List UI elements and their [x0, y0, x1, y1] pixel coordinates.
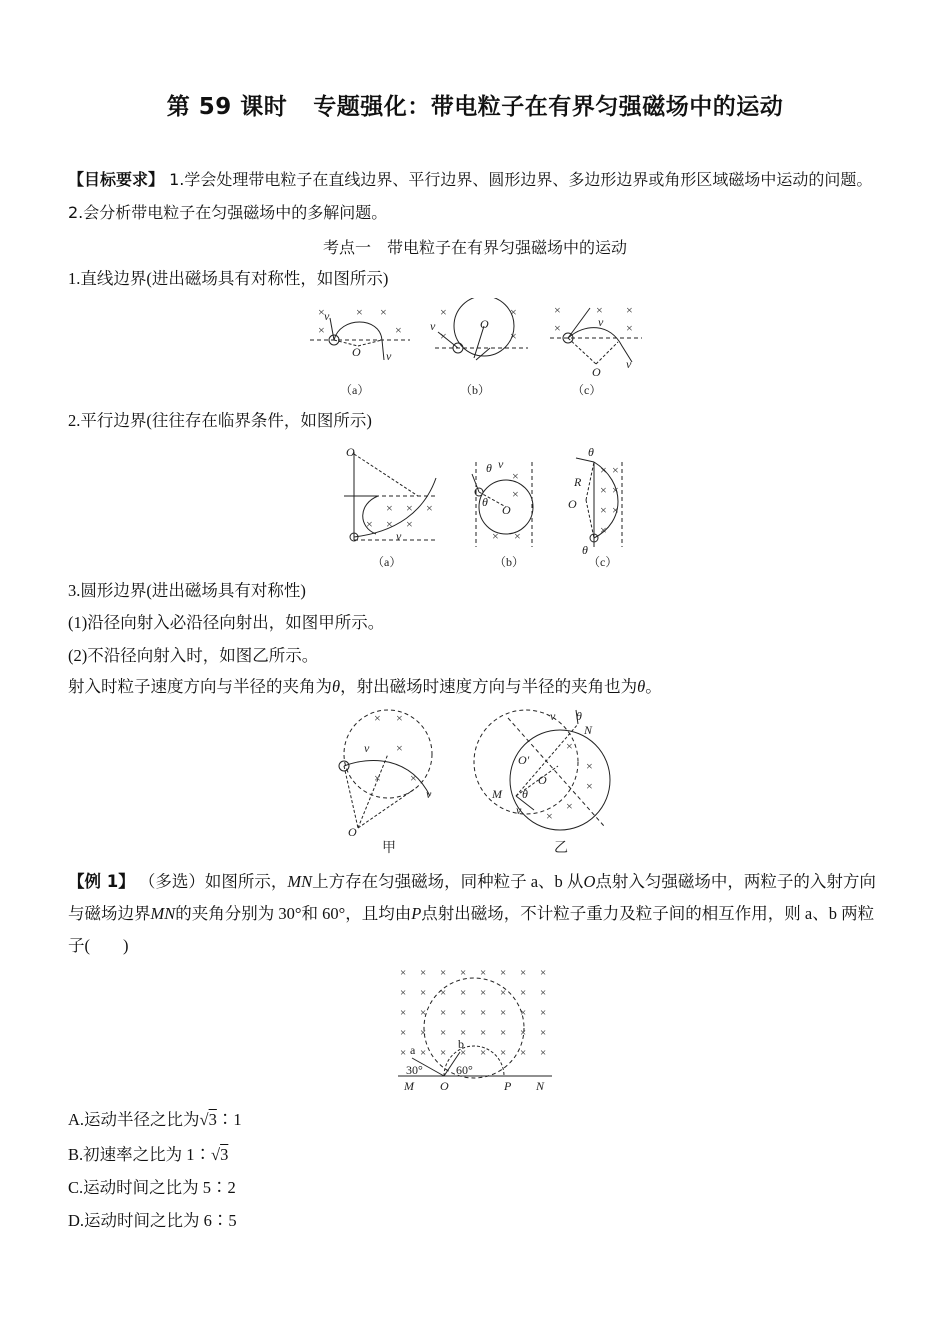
cross-mark: × — [420, 987, 427, 999]
cross-mark: × — [520, 967, 527, 979]
cross-mark: × — [410, 771, 417, 785]
n-label: N — [584, 723, 593, 737]
particle-b-label: b — [458, 1037, 464, 1051]
cross-mark: × — [600, 503, 607, 517]
cross-mark: × — [400, 967, 407, 979]
cross-mark: × — [520, 1047, 527, 1059]
item-parallel-boundary: 2.平行边界(往往存在临界条件，如图所示) — [68, 411, 372, 430]
objective-2: 2.会分析带电粒子在匀强磁场中的多解问题。 — [68, 203, 388, 222]
cross-mark: × — [395, 323, 402, 337]
option-letter: B. — [68, 1145, 84, 1164]
cross-mark: × — [460, 1047, 467, 1059]
objective-1: 1.学会处理带电粒子在直线边界、平行边界、圆形边界、多边形边界或角形区域磁场中运动的问题。 — [169, 170, 873, 189]
lesson-number: 第 59 课时 — [166, 94, 288, 120]
option-text: 运动半径之比为 — [84, 1110, 200, 1129]
o-label: O — [346, 445, 355, 459]
objectives — [68, 163, 880, 229]
cross-mark: × — [440, 329, 447, 343]
theta-symbol: θ — [332, 677, 341, 696]
cross-mark: × — [426, 501, 433, 515]
option-b[interactable] — [68, 1141, 228, 1165]
example-text-4: 的夹角分别为 30°和 60°，且均由 — [175, 904, 412, 923]
cross-mark: × — [480, 1007, 487, 1019]
cross-mark: × — [510, 305, 517, 319]
angle-60-label: 60° — [456, 1063, 473, 1077]
theta-label: θ — [482, 495, 488, 509]
o-label: O — [592, 365, 601, 379]
angle-30-label: 30° — [406, 1063, 423, 1077]
option-c[interactable] — [68, 1174, 236, 1198]
cross-mark: × — [480, 1027, 487, 1039]
item-circle-3 — [68, 676, 880, 698]
p-symbol: P — [411, 904, 422, 923]
cross-mark: × — [540, 1047, 547, 1059]
option-a[interactable] — [68, 1106, 242, 1130]
cross-mark: × — [512, 487, 519, 501]
fig-caption-a: （a） — [372, 555, 402, 569]
cross-mark: × — [612, 503, 619, 517]
cross-mark: × — [566, 799, 573, 813]
cross-mark: × — [566, 739, 573, 753]
cross-mark: × — [420, 1047, 427, 1059]
cross-mark: × — [554, 303, 561, 317]
theta-label: θ — [588, 445, 594, 459]
fig-caption-yi: 乙 — [554, 841, 568, 856]
option-letter: A. — [68, 1110, 85, 1129]
cross-mark: × — [440, 1047, 447, 1059]
cross-mark: × — [440, 1007, 447, 1019]
option-after: ∶1 — [216, 1110, 242, 1129]
item-line-boundary: 1.直线边界(进出磁场具有对称性，如图所示) — [68, 269, 389, 288]
v-label: v — [430, 319, 436, 333]
o-prime-label: O' — [518, 753, 530, 767]
mn-symbol: MN — [287, 872, 313, 891]
option-text: 运动时间之比为 5∶2 — [83, 1178, 236, 1197]
page-title — [0, 88, 950, 121]
figure-circle-boundary — [330, 706, 630, 856]
cross-mark: × — [406, 517, 413, 531]
fig-caption-c: （c） — [588, 555, 618, 569]
cross-mark: × — [400, 987, 407, 999]
cross-mark: × — [540, 1007, 547, 1019]
fig-caption-b: （b） — [494, 555, 525, 569]
option-text: 初速率之比为 1∶ — [83, 1145, 212, 1164]
cross-mark: × — [546, 809, 553, 823]
vn-label: v — [550, 709, 556, 723]
fig-caption-jia: 甲 — [382, 841, 396, 856]
p-label: P — [504, 1079, 512, 1093]
o-label: O — [440, 1079, 449, 1093]
cross-mark: × — [554, 321, 561, 335]
cross-mark: × — [600, 463, 607, 477]
v-label: v — [396, 529, 402, 543]
theta-label: θ — [576, 709, 582, 723]
cross-mark: × — [396, 711, 403, 725]
cross-mark: × — [460, 967, 467, 979]
option-letter: C. — [68, 1178, 84, 1197]
cross-mark: × — [626, 321, 633, 335]
cross-mark: × — [540, 1027, 547, 1039]
cross-mark: × — [380, 305, 387, 319]
theta-label: θ — [486, 461, 492, 475]
sqrt-radicand: 3 — [208, 1110, 217, 1129]
cross-mark: × — [514, 529, 521, 543]
figure-line-boundary — [300, 298, 650, 402]
vm-label: v — [516, 803, 522, 817]
figure-example — [392, 960, 562, 1096]
cross-mark: × — [540, 987, 547, 999]
cross-mark: × — [596, 303, 603, 317]
cross-mark: × — [600, 523, 607, 537]
o-label: O — [352, 345, 361, 359]
cross-mark: × — [374, 771, 381, 785]
cross-mark: × — [586, 779, 593, 793]
cross-mark: × — [400, 1047, 407, 1059]
fig-caption-b: （b） — [460, 383, 491, 397]
example-1 — [68, 866, 880, 962]
sqrt-symbol: √ — [199, 1110, 209, 1129]
cross-mark: × — [500, 1047, 507, 1059]
item-circle-boundary: 3.圆形边界(进出磁场具有对称性) — [68, 581, 306, 600]
cross-mark: × — [500, 967, 507, 979]
theta-symbol: θ — [637, 677, 646, 696]
v-label: v — [598, 315, 604, 329]
cross-mark: × — [500, 987, 507, 999]
v-label: v — [626, 357, 632, 371]
cross-mark: × — [600, 483, 607, 497]
cross-mark: × — [356, 305, 363, 319]
cross-mark: × — [586, 759, 593, 773]
m-label: M — [404, 1079, 414, 1093]
lesson-topic: 专题强化：带电粒子在有界匀强磁场中的运动 — [313, 94, 784, 120]
cross-mark: × — [460, 987, 467, 999]
o-symbol: O — [583, 872, 596, 891]
cross-mark: × — [420, 1027, 427, 1039]
example-text-2: 上方存在匀强磁场，同种粒子 a、b 从 — [312, 872, 584, 891]
cross-mark: × — [386, 501, 393, 515]
cross-mark: × — [520, 1007, 527, 1019]
item-circle-1: (1)沿径向射入必沿径向射出，如图甲所示。 — [68, 613, 385, 632]
example-text-5: 点射出磁场，不计粒子重力及粒子间的相互作用，则 a、b 两粒子( ) — [68, 904, 875, 955]
particle-a-label: a — [410, 1043, 416, 1057]
cross-mark: × — [440, 987, 447, 999]
theta-label: θ — [522, 787, 528, 801]
o-label: O — [538, 773, 547, 787]
cross-mark: × — [520, 1027, 527, 1039]
objectives-label: 【目标要求】 — [68, 170, 165, 189]
sqrt-radicand: 3 — [220, 1145, 229, 1164]
cross-mark: × — [512, 469, 519, 483]
figure-parallel-boundary — [336, 442, 636, 572]
cross-mark: × — [386, 517, 393, 531]
circle-3-text-b: ，射出磁场时速度方向与半径的夹角也为 — [340, 677, 638, 696]
cross-mark: × — [374, 711, 381, 725]
cross-mark: × — [400, 1007, 407, 1019]
cross-mark: × — [480, 987, 487, 999]
cross-mark: × — [500, 1027, 507, 1039]
cross-mark: × — [480, 967, 487, 979]
o-label: O — [568, 497, 577, 511]
option-text: 运动时间之比为 6∶5 — [84, 1211, 237, 1230]
mn-symbol: MN — [150, 904, 176, 923]
cross-mark: × — [318, 323, 325, 337]
v-label: v — [324, 309, 330, 323]
cross-mark: × — [406, 501, 413, 515]
cross-mark: × — [460, 1027, 467, 1039]
section-heading: 考点一 带电粒子在有界匀强磁场中的运动 — [322, 238, 627, 257]
example-label: 【例 1】 — [68, 872, 135, 891]
cross-mark: × — [420, 1007, 427, 1019]
o-label: O — [480, 317, 489, 331]
fig-caption-c: （c） — [572, 383, 602, 397]
sqrt-symbol: √ — [211, 1145, 221, 1164]
fig-caption-a: （a） — [340, 383, 370, 397]
item-circle-2: (2)不沿径向射入时，如图乙所示。 — [68, 646, 319, 665]
cross-mark: × — [440, 305, 447, 319]
m-label: M — [492, 787, 502, 801]
option-letter: D. — [68, 1211, 85, 1230]
circle-3-text-c: 。 — [645, 677, 662, 696]
cross-mark: × — [480, 1047, 487, 1059]
cross-mark: × — [420, 967, 427, 979]
option-d[interactable] — [68, 1207, 237, 1231]
o-label: O — [348, 825, 357, 839]
v-label: v — [498, 457, 504, 471]
n-label: N — [536, 1079, 545, 1093]
v-label: v — [426, 787, 432, 801]
cross-mark: × — [612, 463, 619, 477]
cross-mark: × — [318, 305, 325, 319]
circle-3-text-a: 射入时粒子速度方向与半径的夹角为 — [68, 677, 332, 696]
cross-mark: × — [440, 967, 447, 979]
o-label: O — [502, 503, 511, 517]
r-label: R — [574, 475, 582, 489]
example-text-3: 点射入匀强磁场中，两粒子的入射方向与磁场边界 — [68, 872, 876, 923]
cross-mark: × — [500, 1007, 507, 1019]
cross-mark: × — [440, 1027, 447, 1039]
theta-label: θ — [582, 543, 588, 557]
cross-mark: × — [366, 517, 373, 531]
cross-mark: × — [510, 329, 517, 343]
cross-mark: × — [540, 967, 547, 979]
example-text-1: （多选）如图所示， — [138, 872, 288, 891]
cross-mark: × — [400, 1027, 407, 1039]
cross-mark: × — [520, 987, 527, 999]
cross-mark: × — [396, 741, 403, 755]
cross-mark: × — [612, 483, 619, 497]
cross-mark: × — [492, 529, 499, 543]
v-label: v — [364, 741, 370, 755]
cross-mark: × — [626, 303, 633, 317]
v-label: v — [386, 349, 392, 363]
cross-mark: × — [460, 1007, 467, 1019]
